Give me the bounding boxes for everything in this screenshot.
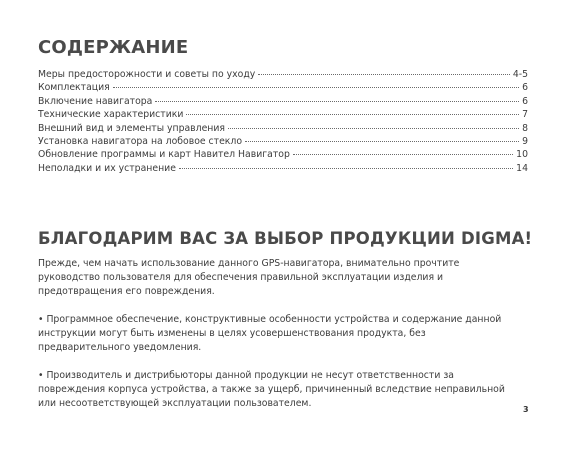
toc-entry[interactable] (38, 81, 528, 94)
toc-entry-page: 8 (522, 122, 528, 134)
toc-entry-page: 14 (516, 162, 528, 174)
page-number: 3 (523, 405, 529, 414)
toc-heading: СОДЕРЖАНИЕ (38, 37, 189, 58)
toc-dot-leader (186, 114, 519, 115)
thanks-heading: БЛАГОДАРИМ ВАС ЗА ВЫБОР ПРОДУКЦИИ DIGMA! (38, 229, 533, 248)
toc-entry[interactable] (38, 108, 528, 121)
toc-entry-label: Комплектация (38, 82, 110, 94)
toc-entry-label: Внешний вид и элементы управления (38, 122, 226, 134)
toc-entry[interactable] (38, 122, 528, 135)
toc-entry-page: 10 (516, 149, 528, 161)
toc-entry-label: Включение навигатора (38, 95, 153, 107)
toc-entry-label: Меры предосторожности и советы по уходу (38, 69, 256, 80)
disclaimer-paragraph: • Производитель и дистрибьюторы данной продукции не несут ответственности за повреждения корпуса устройства, а также за ущерб, причиненный вследствие неправильной или несоответствующей эксплуатации пользователем. (38, 370, 505, 409)
toc-entry-page: 7 (522, 109, 528, 121)
toc-entry[interactable] (38, 135, 528, 148)
toc-entry-label: Технические характеристики (38, 109, 184, 121)
toc-dot-leader (228, 128, 519, 129)
toc-dot-leader (155, 101, 519, 102)
toc-dot-leader (179, 168, 513, 169)
notice-paragraph: • Программное обеспечение, конструктивные особенности устройства и содержание данной инструкции могут быть изменены в целях усовершенствования продукта, без предварительного уведомления. (38, 314, 502, 353)
toc-entry[interactable] (38, 162, 528, 175)
toc-entry-page: 6 (522, 95, 528, 107)
toc-entry-page: 6 (522, 82, 528, 94)
toc-entry[interactable] (38, 148, 528, 161)
toc-dot-leader (245, 141, 519, 142)
toc-entry-label: Обновление программы и карт Навител Навигатор (38, 149, 290, 161)
toc-dot-leader (113, 87, 519, 88)
toc-entry[interactable] (38, 68, 528, 81)
table-of-contents (38, 68, 528, 175)
toc-entry-page: 9 (522, 135, 528, 147)
toc-entry[interactable] (38, 95, 528, 108)
toc-entry-label: Установка навигатора на лобовое стекло (38, 135, 243, 147)
toc-dot-leader (258, 74, 510, 75)
toc-dot-leader (293, 154, 513, 155)
toc-entry-label: Неполадки и их устранение (38, 162, 176, 174)
toc-entry-page: 4-5 (512, 69, 528, 80)
intro-paragraph: Прежде, чем начать использование данного GPS-навигатора, внимательно прочтите руководство пользователя для обеспечения правильной эксплуатации изделия и предотвращения его повреждения. (38, 258, 460, 297)
